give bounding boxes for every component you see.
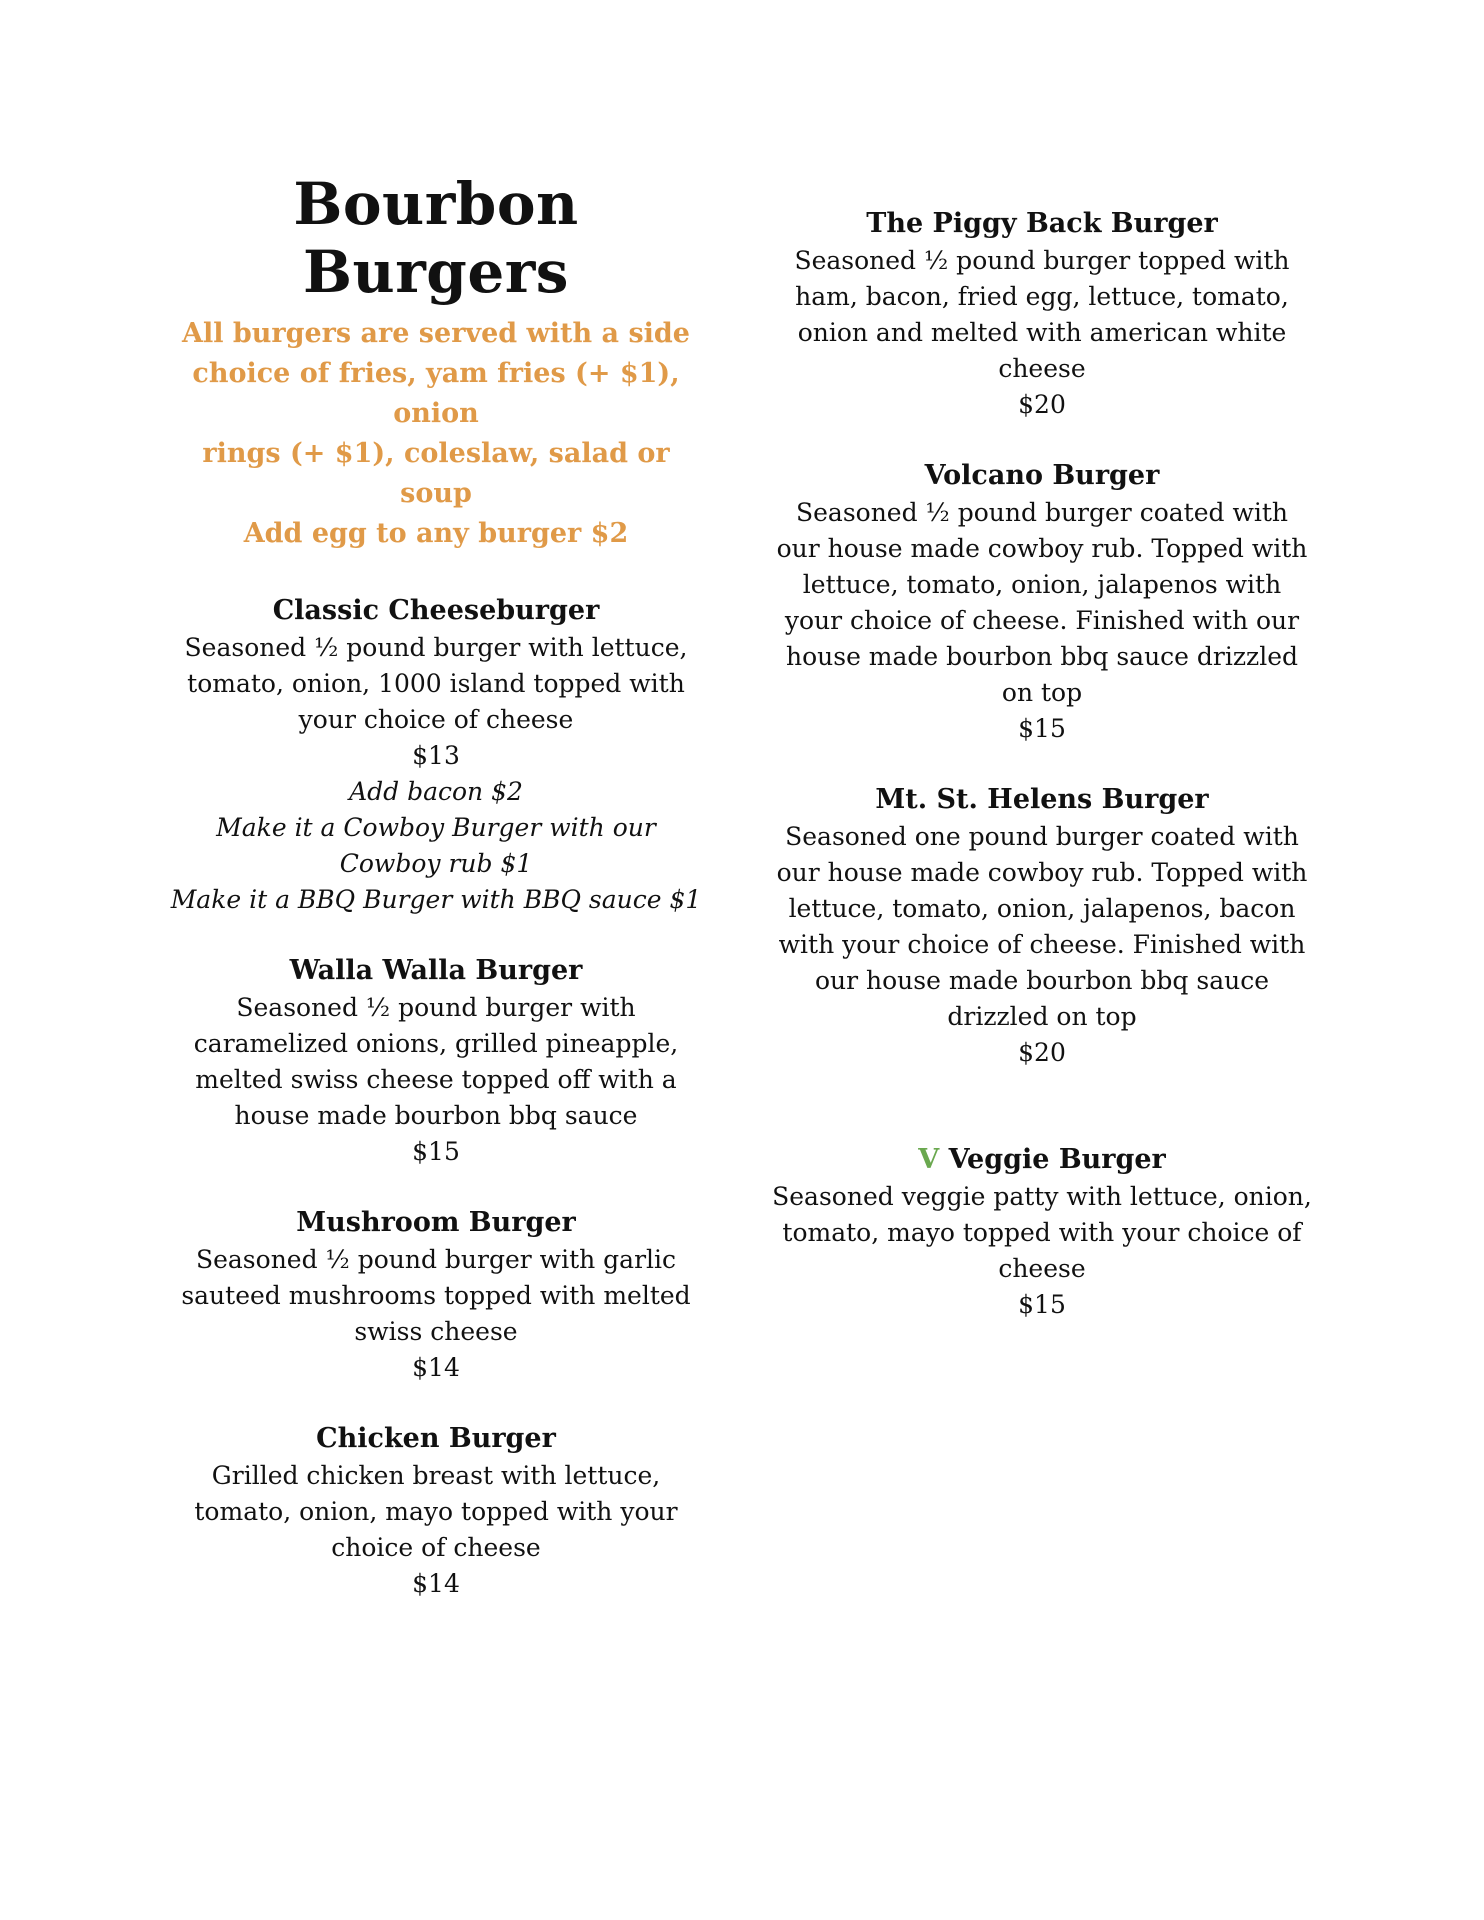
item-price: $15 [412,1137,460,1166]
item-description: Grilled chicken breast with lettuce, tomato, onion, mayo topped with your choice of cheese [194,1461,678,1562]
item-description: Seasoned one pound burger coated with our house made cowboy rub. Topped with lettuce, tomato, onion, jalapenos, bacon with your choice of cheese. Finished with our house made bourbon bbq sauce drizzled on top [776,822,1308,1031]
menu-item-veggie-burger [772,1141,1312,1323]
item-name: Walla Walla Burger [289,955,583,986]
item-price: $13 [412,741,460,770]
item-name: Mushroom Burger [296,1207,576,1238]
item-description: Seasoned ½ pound burger with lettuce, tomato, onion, 1000 island topped with your choice of cheese [184,633,688,734]
intro-line: choice of fries, yam fries (+ $1), onion [192,358,680,429]
right-column [772,205,1312,1323]
item-price: $14 [412,1569,460,1598]
item-name: Chicken Burger [316,1423,556,1454]
item-price: $15 [1018,1290,1066,1319]
left-column [168,170,704,1602]
item-description: Seasoned veggie patty with lettuce, onion, tomato, mayo topped with your choice of cheese [772,1182,1312,1283]
item-name: Volcano Burger [924,460,1160,491]
item-name-row [772,1141,1312,1179]
item-description: Seasoned ½ pound burger with caramelized onions, grilled pineapple, melted swiss cheese topped off with a house made bourbon bbq sauce [193,993,679,1130]
menu-item-volcano-burger [772,457,1312,747]
menu-item-classic-cheeseburger [168,592,704,918]
item-price: $15 [1018,714,1066,743]
menu-item-mushroom-burger [168,1204,704,1386]
item-price: $20 [1018,390,1066,419]
item-price: $14 [412,1353,460,1382]
intro-line: All burgers are served with a side [182,318,690,349]
menu-item-chicken-burger [168,1420,704,1602]
menu-intro [168,314,704,554]
item-addon: Make it a Cowboy Burger with our Cowboy rub $1 [216,813,656,878]
vegetarian-icon: V [918,1144,940,1175]
menu-item-mt-st-helens-burger [772,781,1312,1071]
intro-line: rings (+ $1), coleslaw, salad or soup [202,438,670,509]
item-description: Seasoned ½ pound burger coated with our house made cowboy rub. Topped with lettuce, tomato, onion, jalapenos with your choice of cheese. Finished with our house made bourbon bbq sauce drizzled on top [776,498,1308,707]
item-addon: Make it a BBQ Burger with BBQ sauce $1 [170,885,702,914]
item-name: Mt. St. Helens Burger [875,784,1209,815]
item-name: Veggie Burger [948,1144,1166,1175]
menu-title: Bourbon Burgers [293,170,579,306]
item-addon: Add bacon $2 [349,777,523,806]
item-name: Classic Cheeseburger [272,595,600,626]
item-name: The Piggy Back Burger [866,208,1218,239]
item-description: Seasoned ½ pound burger topped with ham, bacon, fried egg, lettuce, tomato, onion and melted with american white cheese [794,246,1290,383]
menu-item-piggy-back-burger [772,205,1312,423]
item-price: $20 [1018,1038,1066,1067]
menu-item-walla-walla-burger [168,952,704,1170]
intro-line-egg: Add egg to any burger $2 [243,518,629,549]
item-description: Seasoned ½ pound burger with garlic sauteed mushrooms topped with melted swiss cheese [181,1245,691,1346]
